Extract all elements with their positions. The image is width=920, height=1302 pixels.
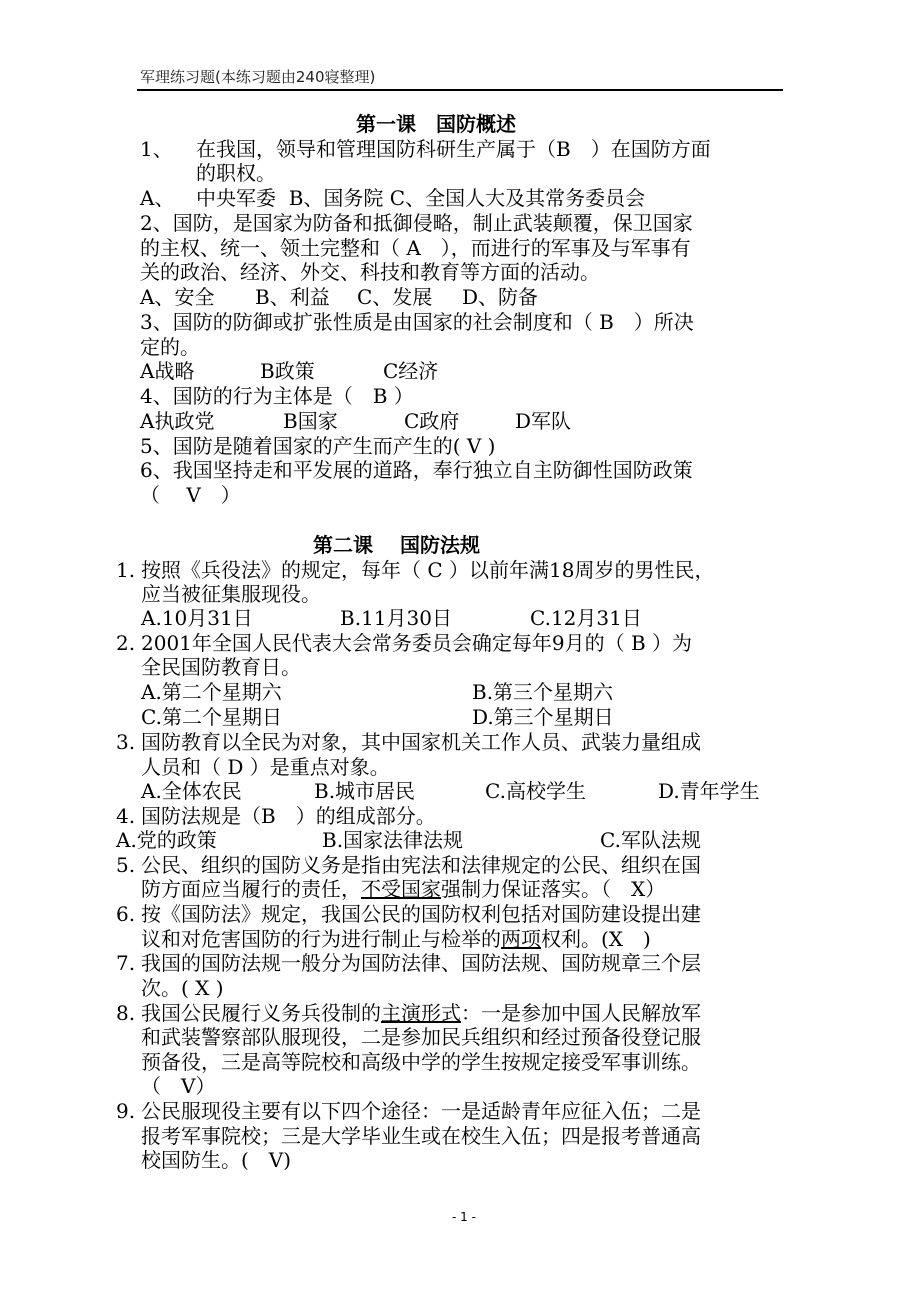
l2-q8-line4: （ V） <box>141 1074 216 1098</box>
l2-q3-option-a: A.全体农民 <box>141 779 242 803</box>
lesson-1-title: 第一课 国防概述 <box>356 112 516 136</box>
l2-q8-line2: 和武装警察部队服现役，二是参加民兵组织和经过预备役登记服 <box>141 1025 701 1049</box>
l1-q2-option-b: B、利益 <box>255 285 330 309</box>
l2-q3-option-d: D.青年学生 <box>658 779 760 803</box>
l2-q7-line1: 我国的国防法规一般分为国防法律、国防法规、国防规章三个层 <box>141 951 701 975</box>
l2-q3-line2: 人员和（ D ）是重点对象。 <box>141 755 390 779</box>
l1-q2-option-d: D、防备 <box>462 285 539 309</box>
l2-q2-number: 2. <box>116 631 136 655</box>
l2-q3-option-b: B.城市居民 <box>314 779 416 803</box>
l2-q9-line2: 报考军事院校；三是大学毕业生或在校生入伍；四是报考普通高 <box>141 1124 701 1148</box>
l2-q2-option-c: C.第二个星期日 <box>141 705 282 729</box>
l2-q8-line1 <box>141 1001 701 1025</box>
l2-q3-number: 3. <box>116 730 136 754</box>
l2-q7-number: 7. <box>116 951 136 975</box>
l1-q4-option-a: A执政党 <box>140 409 215 433</box>
l1-q6-line2: （ V ） <box>140 483 241 507</box>
l2-q5-underlined-text: 不受国家 <box>361 877 441 901</box>
l2-q1-option-b: B.11月30日 <box>340 606 452 630</box>
l1-q1-options: 中央军委 B、国务院 C、全国人大及其常务委员会 <box>196 186 646 210</box>
l1-q6-line1: 6、我国坚持走和平发展的道路，奉行独立自主防御性国防政策 <box>140 458 693 482</box>
l2-q1-line2: 应当被征集服现役。 <box>141 582 321 606</box>
l1-q1-line1: 在我国，领导和管理国防科研生产属于（B ）在国防方面 <box>196 137 711 161</box>
l1-q4-option-d: D军队 <box>515 409 572 433</box>
l2-q7-line2: 次。( X ) <box>141 976 224 1000</box>
l1-q3-option-a: A战略 <box>140 359 195 383</box>
l2-q3-option-c: C.高校学生 <box>485 779 586 803</box>
l2-q5-line2-pre: 防方面应当履行的责任， <box>141 877 361 901</box>
l2-q8-line1-pre: 我国公民履行义务兵役制的 <box>141 1001 381 1025</box>
l2-q1-line1: 按照《兵役法》的规定，每年（ C ）以前年满18周岁的男性民， <box>141 558 715 582</box>
l2-q2-line1: 2001年全国人民代表大会常务委员会确定每年9月的（ B ）为 <box>141 631 693 655</box>
l2-q8-underlined-text: 主演形式 <box>381 1001 461 1025</box>
l2-q5-line2 <box>141 877 665 901</box>
l1-q1-line2: 的职权。 <box>196 161 276 185</box>
running-header: 军理练习题(本练习题由240寝整理) <box>140 68 376 86</box>
l2-q1-option-a: A.10月31日 <box>141 606 253 630</box>
l2-q5-line2-post: 强制力保证落实。（ X） <box>441 877 666 901</box>
l2-q2-line2: 全民国防教育日。 <box>141 655 301 679</box>
l1-q2-line2: 的主权、统一、领土完整和（ A ），而进行的军事及与军事有 <box>140 236 691 260</box>
l2-q4-line1: 国防法规是（B ）的组成部分。 <box>141 804 436 828</box>
l1-q2-line3: 关的政治、经济、外交、科技和教育等方面的活动。 <box>140 260 600 284</box>
l2-q2-option-d: D.第三个星期日 <box>472 705 614 729</box>
l2-q5-number: 5. <box>116 853 136 877</box>
l2-q8-number: 8. <box>116 1001 136 1025</box>
l1-q4-line1: 4、国防的行为主体是（ B ） <box>140 384 414 408</box>
l2-q3-line1: 国防教育以全民为对象，其中国家机关工作人员、武装力量组成 <box>141 730 701 754</box>
l2-q4-option-a: A.党的政策 <box>116 828 217 852</box>
l1-q3-option-c: C经济 <box>383 359 439 383</box>
l2-q2-option-a: A.第二个星期六 <box>141 680 282 704</box>
l2-q9-line3: 校国防生。( V) <box>141 1148 292 1172</box>
l2-q2-option-b: B.第三个星期六 <box>472 680 614 704</box>
l2-q4-option-b: B.国家法律法规 <box>322 828 464 852</box>
l1-q2-option-a: A、安全 <box>140 285 215 309</box>
lesson-2-title: 第二课 国防法规 <box>313 533 480 557</box>
l2-q6-line2-pre: 议和对危害国防的行为进行制止与检举的 <box>141 927 501 951</box>
l2-q4-number: 4. <box>116 804 136 828</box>
l2-q1-number: 1. <box>116 558 136 582</box>
l2-q6-underlined-text: 两项 <box>501 927 541 951</box>
l2-q5-line1: 公民、组织的国防义务是指由宪法和法律规定的公民、组织在国 <box>141 853 701 877</box>
l2-q6-line2 <box>141 927 651 951</box>
l2-q6-number: 6. <box>116 902 136 926</box>
l2-q1-option-c: C.12月31日 <box>530 606 642 630</box>
l2-q9-line1: 公民服现役主要有以下四个途径：一是适龄青年应征入伍；二是 <box>141 1099 701 1123</box>
l1-q4-option-b: B国家 <box>283 409 338 433</box>
l2-q8-line3: 预备役，三是高等院校和高级中学的学生按规定接受军事训练。 <box>141 1050 701 1074</box>
l2-q8-line1-post: ：一是参加中国人民解放军 <box>461 1001 701 1025</box>
l1-q3-line2: 定的。 <box>140 335 200 359</box>
l1-q1-option-a-label: A、 <box>140 186 175 210</box>
l2-q9-number: 9. <box>116 1099 136 1123</box>
l1-q1-number: 1、 <box>140 137 173 161</box>
l2-q6-line1: 按《国防法》规定，我国公民的国防权利包括对国防建设提出建 <box>141 902 701 926</box>
l1-q3-line1: 3、国防的防御或扩张性质是由国家的社会制度和（ B ）所决 <box>140 310 694 334</box>
l1-q5-line1: 5、国防是随着国家的产生而产生的( V ) <box>140 434 496 458</box>
l2-q4-option-c: C.军队法规 <box>600 828 701 852</box>
l2-q6-line2-post: 权利。(X ) <box>541 927 651 951</box>
l1-q4-option-c: C政府 <box>404 409 460 433</box>
l1-q2-line1: 2、国防，是国家为防备和抵御侵略，制止武装颠覆，保卫国家 <box>140 211 693 235</box>
header-rule <box>137 89 783 91</box>
page-number: - 1 - <box>452 1210 476 1224</box>
l1-q3-option-b: B政策 <box>260 359 315 383</box>
l1-q2-option-c: C、发展 <box>357 285 433 309</box>
